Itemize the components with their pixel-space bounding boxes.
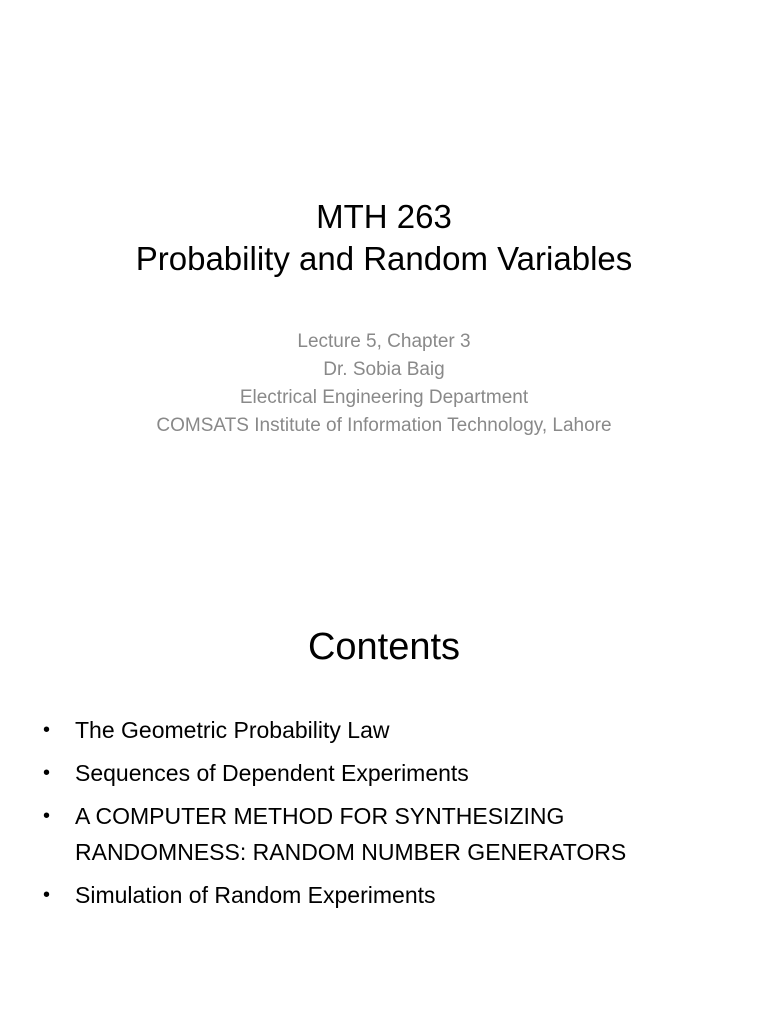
bullet-icon: • [43, 805, 51, 827]
contents-heading: Contents [307, 626, 461, 668]
list-item-line: A COMPUTER METHOD FOR SYNTHESIZING [75, 803, 565, 829]
list-item [40, 798, 740, 870]
list-item-text [75, 755, 740, 791]
contents-list [40, 712, 740, 920]
list-item-text [75, 798, 740, 870]
bullet-icon: • [43, 762, 51, 784]
list-item-line: Simulation of Random Experiments [75, 882, 436, 908]
list-item-line: The Geometric Probability Law [75, 717, 390, 743]
list-item-text [75, 712, 740, 748]
institution-name: COMSATS Institute of Information Technology, Lahore [156, 415, 612, 436]
list-item [40, 877, 740, 913]
list-item [40, 712, 740, 748]
list-item-line: RANDOMNESS: RANDOM NUMBER GENERATORS [75, 839, 627, 865]
lecture-info: Lecture 5, Chapter 3 [297, 331, 471, 352]
course-name: Probability and Random Variables [135, 240, 633, 277]
department-name: Electrical Engineering Department [239, 387, 529, 408]
list-item-line: Sequences of Dependent Experiments [75, 760, 469, 786]
bullet-icon: • [43, 719, 51, 741]
slide-title [0, 196, 768, 280]
contents-slide [0, 512, 768, 1024]
course-code: MTH 263 [316, 198, 452, 235]
list-item [40, 755, 740, 791]
slide-subtitle [0, 328, 768, 440]
author-name: Dr. Sobia Baig [323, 359, 445, 380]
list-item-text [75, 877, 740, 913]
bullet-icon: • [43, 884, 51, 906]
